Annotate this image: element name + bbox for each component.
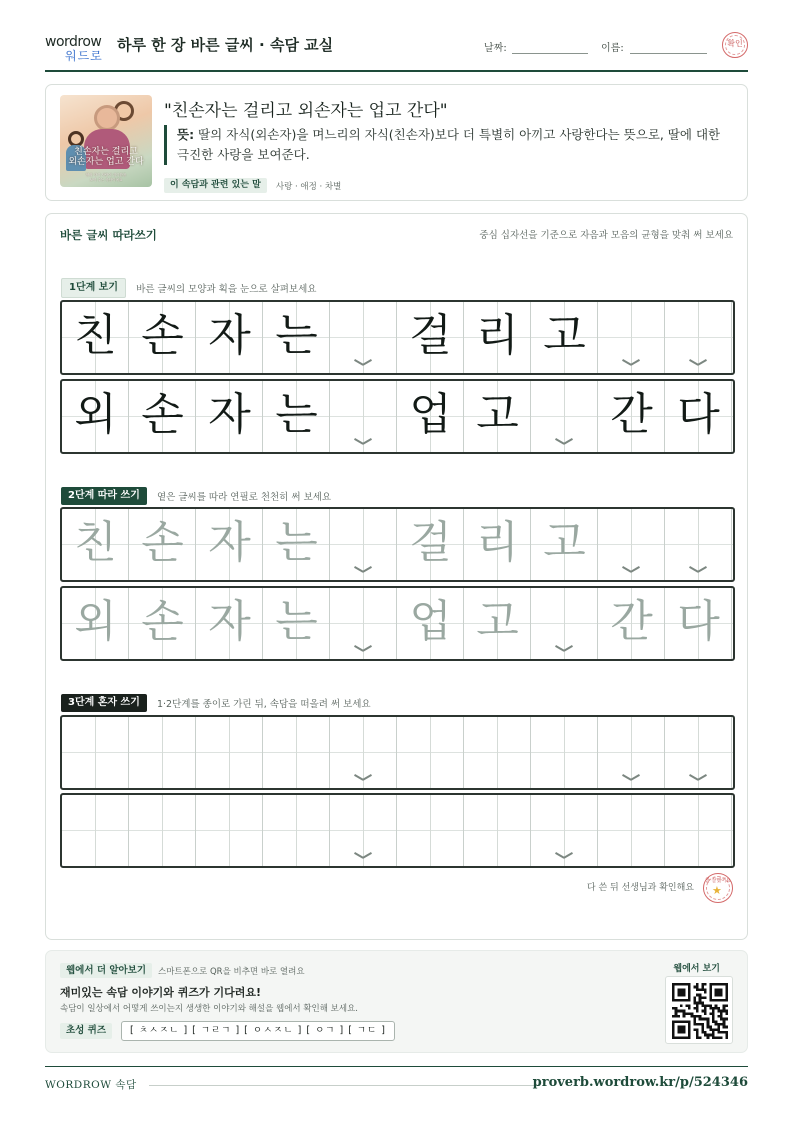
grid-character: 리 (476, 310, 519, 361)
space-mark-icon (621, 359, 641, 369)
grid-character: 고 (476, 596, 519, 647)
grid-cell[interactable] (531, 717, 598, 788)
check-note: 다 쓴 뒤 선생님과 확인해요 (586, 883, 694, 893)
step-3-badge: 3단계 혼자 쓰기 (61, 694, 147, 712)
grid-character: 외 (74, 389, 117, 440)
space-mark-icon (554, 852, 574, 862)
space-mark-icon (353, 774, 373, 784)
free-row-2[interactable] (60, 793, 735, 868)
date-field[interactable] (512, 53, 588, 54)
free-row-1[interactable] (60, 715, 735, 790)
practice-note: 중심 십자선을 기준으로 자음과 모음의 균형을 맞춰 써 보세요 (479, 230, 733, 241)
stamp-label: 확인 (727, 39, 743, 48)
name-label: 이름: (601, 43, 624, 54)
proverb-card (45, 84, 748, 201)
name-field[interactable] (630, 53, 707, 54)
grid-cell[interactable] (397, 795, 464, 866)
grid-cell[interactable] (263, 717, 330, 788)
step-2-desc: 옅은 글씨를 따라 연필로 천천히 써 보세요 (156, 491, 332, 503)
practice-section (45, 213, 748, 940)
grid-character: 친 (74, 310, 117, 361)
footer-url[interactable]: proverb.wordrow.kr/p/524346 (532, 1075, 748, 1090)
grid-character: 자 (208, 596, 251, 647)
grid-character: 간 (610, 596, 653, 647)
grid-cell[interactable] (196, 795, 263, 866)
space-mark-icon (554, 645, 574, 655)
meaning-label: 뜻: (177, 127, 195, 142)
space-mark-icon (353, 566, 373, 576)
logo-korean: 워드로 (65, 49, 103, 63)
web-subtext: 속담이 일상에서 어떻게 쓰이는지 생생한 이야기와 해설을 웹에서 확인해 보세요. (60, 1004, 358, 1014)
related-list: 사랑 · 애정 · 차별 (275, 181, 342, 192)
grid-cell[interactable] (464, 795, 531, 866)
page-footer (45, 1066, 748, 1096)
step-3-header (61, 692, 371, 710)
page-title: 하루 한 장 바른 글씨 · 속담 교실 (117, 36, 334, 54)
grid-character: 자 (208, 517, 251, 568)
footer-divider (149, 1085, 538, 1086)
proverb-illustration (60, 95, 152, 187)
grid-character: 다 (677, 389, 720, 440)
meaning-text: 딸의 자식(외손자)을 며느리의 자식(친손자)보다 더 특별히 아끼고 사랑한다는 뜻으로, 딸에 대한 극진한 사랑을 보여준다. (177, 127, 721, 162)
grid-cell[interactable] (397, 717, 464, 788)
step-1-desc: 바른 글씨의 모양과 획을 눈으로 살펴보세요 (136, 283, 317, 295)
step-2-badge: 2단계 따라 쓰기 (61, 487, 147, 505)
space-mark-icon (353, 438, 373, 448)
view-row-1 (60, 300, 735, 375)
space-mark-icon (353, 359, 373, 369)
trace-row-1[interactable] (60, 507, 735, 582)
web-tag: 웹에서 더 알아보기 (60, 963, 152, 978)
date-label: 날짜: (484, 43, 507, 54)
star-icon: ★ (712, 884, 722, 897)
illustration-subcaption: 딸의 자식 사랑이 지극함을 보여 주는 속담이에요 (85, 173, 127, 182)
step-1-header (61, 277, 316, 295)
grid-character: 는 (275, 389, 318, 440)
grid-cell[interactable] (464, 717, 531, 788)
grid-cell[interactable] (196, 717, 263, 788)
web-headline: 재미있는 속담 이야기와 퀴즈가 기다려요! (60, 986, 261, 999)
practice-title: 바른 글씨 따라쓰기 (60, 228, 157, 242)
footer-brand: WORDROW 속담 (45, 1079, 137, 1091)
logo-wordmark: wordrow (45, 34, 102, 50)
related-words (164, 175, 341, 190)
grid-character: 업 (409, 596, 452, 647)
grid-character: 자 (208, 310, 251, 361)
grid-character: 간 (610, 389, 653, 440)
grid-character: 는 (275, 517, 318, 568)
grid-cell[interactable] (62, 717, 129, 788)
space-mark-icon (621, 566, 641, 576)
web-note: 스마트폰으로 QR을 비추면 바로 열려요 (158, 967, 305, 977)
grid-character: 는 (275, 596, 318, 647)
web-promo (45, 950, 748, 1053)
proverb-meaning (164, 125, 734, 165)
trace-row-2[interactable] (60, 586, 735, 661)
praise-stamp-text: 참 잘했어요 (705, 878, 731, 884)
grid-character: 다 (677, 596, 720, 647)
grid-character: 걸 (409, 517, 452, 568)
grid-character: 외 (74, 596, 117, 647)
grid-cell[interactable] (665, 795, 732, 866)
step-2-header (61, 485, 331, 503)
view-row-2 (60, 379, 735, 454)
grid-character: 는 (275, 310, 318, 361)
space-mark-icon (353, 645, 373, 655)
grid-character: 걸 (409, 310, 452, 361)
space-mark-icon (353, 852, 373, 862)
quiz-label: 초성 퀴즈 (60, 1023, 112, 1039)
grid-cell[interactable] (598, 795, 665, 866)
space-mark-icon (688, 774, 708, 784)
step-3-desc: 1·2단계를 종이로 가린 뒤, 속담을 떠올려 써 보세요 (156, 698, 371, 710)
grid-character: 친 (74, 517, 117, 568)
space-mark-icon (688, 566, 708, 576)
grid-character: 고 (543, 310, 586, 361)
page-header (45, 30, 748, 72)
grid-cell[interactable] (263, 795, 330, 866)
proverb-title: "친손자는 걸리고 외손자는 업고 간다" (164, 101, 448, 121)
qr-code-icon[interactable] (665, 976, 733, 1044)
grid-character: 업 (409, 389, 452, 440)
grid-character: 자 (208, 389, 251, 440)
grid-cell[interactable] (62, 795, 129, 866)
grid-cell[interactable] (129, 717, 196, 788)
related-label: 이 속담과 관련 있는 말 (164, 178, 267, 193)
grid-character: 고 (543, 517, 586, 568)
grid-cell[interactable] (129, 795, 196, 866)
teacher-stamp (722, 32, 748, 58)
grid-character: 손 (141, 517, 184, 568)
praise-stamp (703, 873, 733, 903)
space-mark-icon (688, 359, 708, 369)
grid-character: 손 (141, 310, 184, 361)
wordrow-logo (45, 34, 109, 64)
grid-character: 손 (141, 389, 184, 440)
grid-character: 고 (476, 389, 519, 440)
space-mark-icon (621, 774, 641, 784)
grid-character: 리 (476, 517, 519, 568)
illustration-caption: 친손자는 걸리고 외손자는 업고 간다 (68, 147, 144, 167)
initial-quiz: [ ㅊㅅㅈㄴ ] [ ㄱㄹㄱ ] [ ㅇㅅㅈㄴ ] [ ㅇㄱ ] [ ㄱㄷ ] (121, 1021, 395, 1041)
grid-character: 손 (141, 596, 184, 647)
space-mark-icon (554, 438, 574, 448)
step-1-badge: 1단계 보기 (61, 278, 126, 298)
qr-label: 웹에서 보기 (673, 964, 720, 974)
